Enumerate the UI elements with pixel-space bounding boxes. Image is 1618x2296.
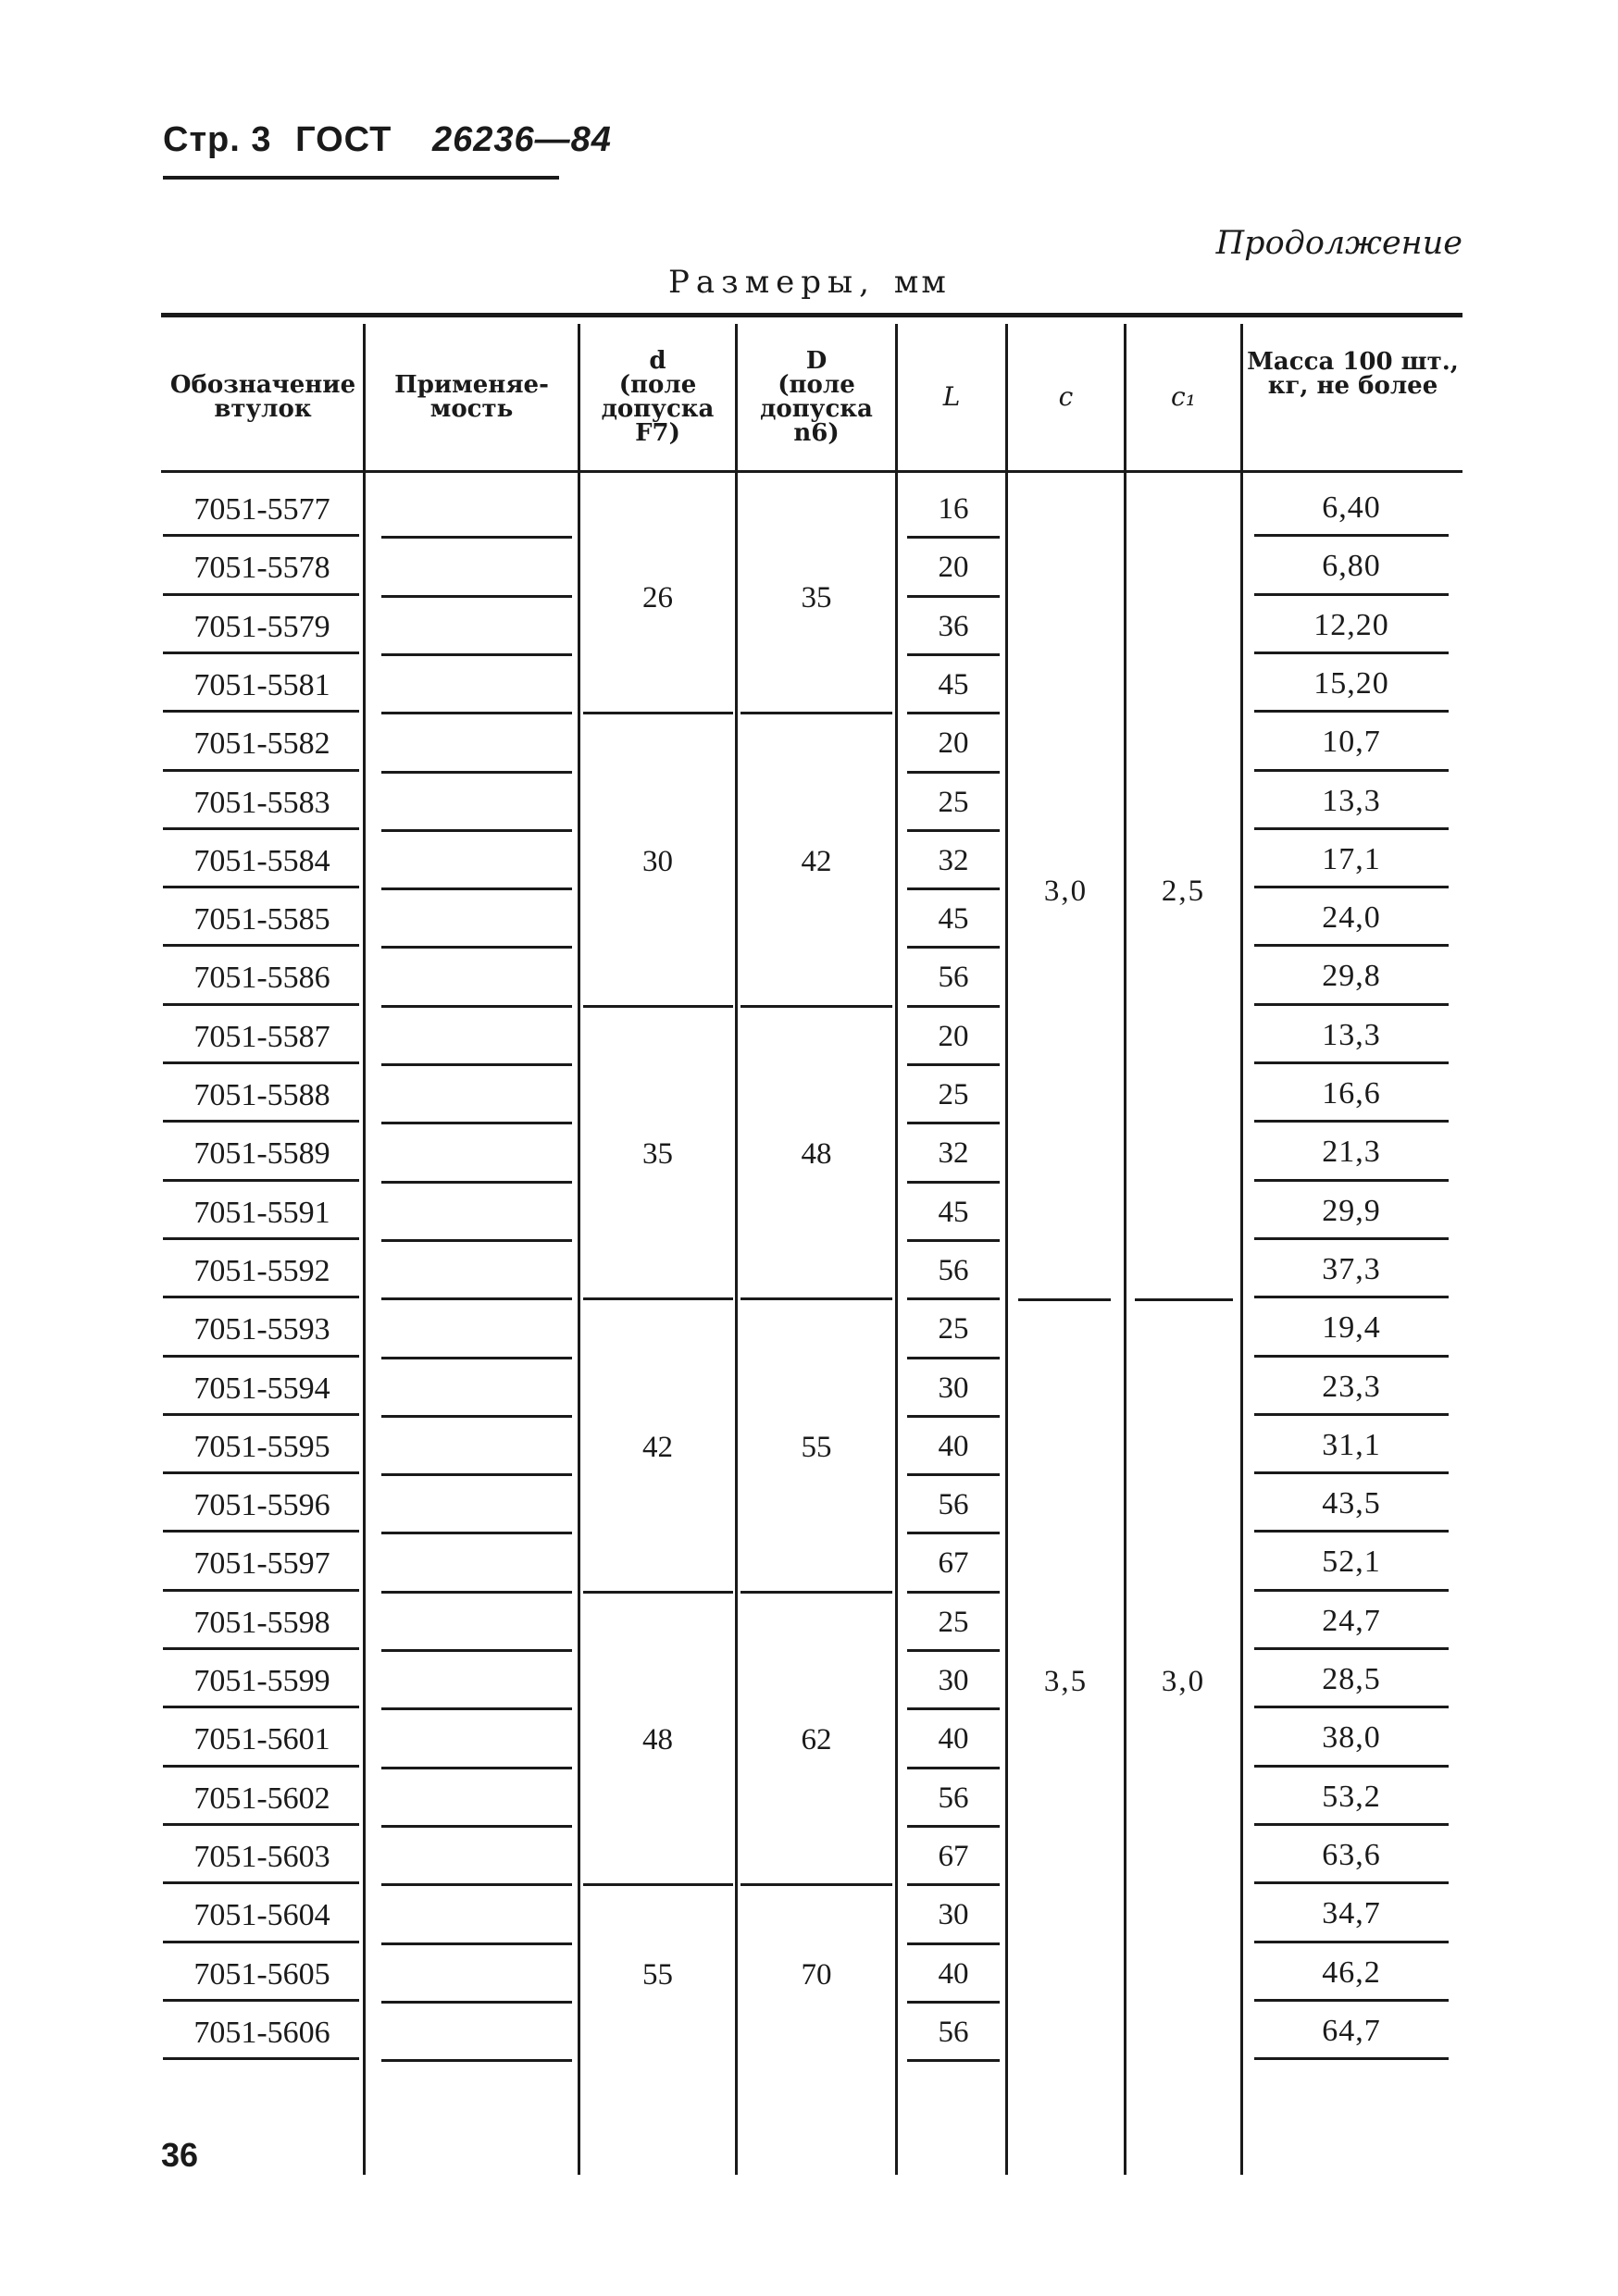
row-rule: [1254, 1765, 1449, 1768]
row-rule: [381, 1297, 572, 1300]
row-rule: [907, 1767, 1000, 1769]
row-rule: [1254, 1355, 1449, 1358]
mass-cell: 6,40: [1322, 490, 1381, 525]
group-rule: [583, 1005, 733, 1008]
designation-cell: 7051-5591: [193, 1195, 330, 1230]
row-rule: [907, 1122, 1000, 1124]
row-rule: [163, 1120, 359, 1123]
bore-diameter-cell: 26: [642, 581, 673, 615]
mass-cell: 19,4: [1322, 1310, 1381, 1346]
designation-cell: 7051-5605: [193, 1956, 330, 1992]
row-rule: [907, 712, 1000, 714]
mass-cell: 15,20: [1313, 665, 1389, 701]
designation-cell: 7051-5578: [193, 551, 330, 586]
header-standard-number: 26236—84: [431, 120, 612, 159]
row-rule: [907, 2001, 1000, 2004]
column-header-d: d (поле допуска F7): [601, 347, 715, 447]
mass-cell: 13,3: [1322, 1017, 1381, 1052]
designation-cell: 7051-5577: [193, 492, 330, 527]
row-rule: [163, 1589, 359, 1592]
length-cell: 30: [938, 1371, 969, 1405]
length-cell: 40: [938, 1429, 969, 1463]
row-rule: [1254, 886, 1449, 888]
row-rule: [163, 1941, 359, 1943]
designation-cell: 7051-5581: [193, 667, 330, 702]
row-rule: [1254, 1120, 1449, 1123]
row-rule: [907, 1591, 1000, 1594]
row-rule: [163, 827, 359, 830]
bore-diameter-cell: 48: [642, 1723, 673, 1757]
header-rule: [163, 176, 559, 180]
mass-cell: 13,3: [1322, 783, 1381, 818]
row-rule: [1254, 1413, 1449, 1416]
row-rule: [381, 1883, 572, 1886]
mass-cell: 52,1: [1322, 1545, 1381, 1580]
mass-cell: 6,80: [1322, 549, 1381, 584]
row-rule: [1254, 1296, 1449, 1298]
designation-cell: 7051-5601: [193, 1722, 330, 1757]
chamfer-c-cell: 3,0: [1043, 874, 1089, 908]
length-cell: 56: [938, 1781, 969, 1815]
row-rule: [1254, 1823, 1449, 1826]
row-rule: [1254, 534, 1449, 537]
row-rule: [381, 2001, 572, 2004]
row-rule: [381, 1005, 572, 1008]
header-prefix: Стр. 3: [163, 120, 272, 159]
row-rule: [907, 653, 1000, 656]
length-cell: 25: [938, 1312, 969, 1347]
row-rule: [381, 2059, 572, 2062]
row-rule: [907, 2059, 1000, 2062]
mass-cell: 23,3: [1322, 1369, 1381, 1404]
row-rule: [907, 1707, 1000, 1710]
mass-cell: 21,3: [1322, 1135, 1381, 1170]
row-rule: [381, 1239, 572, 1242]
length-cell: 25: [938, 1078, 969, 1111]
header-standard: ГОСТ: [295, 120, 392, 159]
row-rule: [163, 534, 359, 537]
row-rule: [907, 829, 1000, 832]
row-rule: [381, 1942, 572, 1945]
row-rule: [907, 887, 1000, 890]
column-header-mass: Масса 100 шт., кг, не более: [1247, 348, 1459, 400]
row-rule: [907, 1942, 1000, 1945]
designation-cell: 7051-5602: [193, 1781, 330, 1816]
row-rule: [381, 536, 572, 539]
row-rule: [163, 1881, 359, 1884]
row-rule: [907, 1649, 1000, 1652]
row-rule: [163, 1999, 359, 2002]
designation-cell: 7051-5585: [193, 902, 330, 937]
row-rule: [1254, 710, 1449, 713]
row-rule: [163, 1647, 359, 1650]
outer-diameter-cell: 62: [801, 1723, 832, 1757]
row-rule: [907, 1532, 1000, 1534]
header-bottom-rule: [161, 470, 1462, 473]
row-rule: [1254, 2057, 1449, 2060]
column-header-code: Обозначение втулок: [169, 371, 356, 423]
row-rule: [381, 712, 572, 714]
row-rule: [381, 771, 572, 774]
row-rule: [163, 1706, 359, 1708]
dimensions-unit: мм: [893, 264, 949, 301]
bore-diameter-cell: 35: [642, 1137, 673, 1172]
length-cell: 20: [938, 551, 969, 585]
row-rule: [907, 1181, 1000, 1184]
mass-cell: 29,8: [1322, 959, 1381, 994]
row-rule: [907, 1005, 1000, 1008]
row-rule: [163, 886, 359, 888]
row-rule: [1254, 1530, 1449, 1533]
column-header-c1: c₁: [1171, 381, 1196, 412]
dimensions-label: Размеры,: [668, 264, 876, 301]
mass-cell: 29,9: [1322, 1193, 1381, 1228]
row-rule: [907, 536, 1000, 539]
row-rule: [381, 1649, 572, 1652]
row-rule: [907, 1473, 1000, 1476]
mass-cell: 17,1: [1322, 841, 1381, 876]
row-rule: [163, 1061, 359, 1064]
row-rule: [381, 1473, 572, 1476]
mass-cell: 10,7: [1322, 725, 1381, 760]
row-rule: [163, 769, 359, 772]
mass-cell: 46,2: [1322, 1955, 1381, 1990]
length-cell: 56: [938, 961, 969, 995]
row-rule: [163, 710, 359, 713]
column-header-c: c: [1058, 381, 1074, 412]
row-rule: [907, 1415, 1000, 1418]
length-cell: 40: [938, 1956, 969, 1991]
row-rule: [163, 652, 359, 654]
row-rule: [163, 1237, 359, 1240]
designation-cell: 7051-5583: [193, 785, 330, 820]
designation-cell: 7051-5603: [193, 1839, 330, 1874]
group-rule: [741, 1005, 892, 1008]
row-rule: [381, 1357, 572, 1359]
length-cell: 45: [938, 667, 969, 701]
row-rule: [1254, 593, 1449, 596]
row-rule: [1254, 1061, 1449, 1064]
length-cell: 56: [938, 1488, 969, 1522]
group-rule: [741, 1297, 892, 1300]
chamfer-c1-cell: 2,5: [1161, 874, 1206, 908]
row-rule: [381, 1707, 572, 1710]
row-rule: [163, 1179, 359, 1182]
mass-cell: 24,7: [1322, 1603, 1381, 1638]
length-cell: 25: [938, 785, 969, 819]
row-rule: [1254, 1471, 1449, 1474]
group-rule: [583, 1591, 733, 1594]
table-top-rule: [161, 313, 1462, 317]
length-cell: 36: [938, 609, 969, 643]
outer-diameter-cell: 70: [801, 1957, 832, 1992]
row-rule: [163, 1003, 359, 1006]
length-cell: 56: [938, 1253, 969, 1287]
length-cell: 25: [938, 1605, 969, 1639]
designation-cell: 7051-5589: [193, 1136, 330, 1172]
designation-cell: 7051-5595: [193, 1429, 330, 1464]
bore-diameter-cell: 42: [642, 1430, 673, 1464]
outer-diameter-cell: 35: [801, 581, 832, 615]
bore-diameter-cell: 55: [642, 1957, 673, 1992]
row-rule: [1254, 944, 1449, 947]
mass-cell: 38,0: [1322, 1720, 1381, 1756]
mass-cell: 37,3: [1322, 1251, 1381, 1286]
length-cell: 45: [938, 902, 969, 937]
row-rule: [1254, 1589, 1449, 1592]
row-rule: [1254, 1179, 1449, 1182]
mass-cell: 43,5: [1322, 1486, 1381, 1521]
row-rule: [907, 1357, 1000, 1359]
row-rule: [381, 1063, 572, 1066]
page-header: [163, 120, 625, 160]
mass-cell: 63,6: [1322, 1837, 1381, 1872]
row-rule: [381, 595, 572, 598]
row-rule: [381, 1825, 572, 1828]
row-rule: [381, 653, 572, 656]
designation-cell: 7051-5604: [193, 1898, 330, 1933]
row-rule: [907, 1239, 1000, 1242]
length-cell: 32: [938, 1136, 969, 1171]
row-rule: [381, 887, 572, 890]
row-rule: [1254, 1706, 1449, 1708]
length-cell: 67: [938, 1839, 969, 1873]
length-cell: 45: [938, 1195, 969, 1229]
group-rule: [583, 1883, 733, 1886]
designation-cell: 7051-5579: [193, 609, 330, 644]
row-rule: [1254, 1003, 1449, 1006]
row-rule: [381, 1532, 572, 1534]
designation-cell: 7051-5586: [193, 961, 330, 996]
mass-cell: 16,6: [1322, 1076, 1381, 1111]
mass-cell: 53,2: [1322, 1779, 1381, 1814]
designation-cell: 7051-5584: [193, 843, 330, 878]
group-rule: [583, 1297, 733, 1300]
row-rule: [1254, 1881, 1449, 1884]
row-rule: [381, 1591, 572, 1594]
designation-cell: 7051-5599: [193, 1664, 330, 1698]
row-rule: [907, 595, 1000, 598]
row-rule: [381, 1415, 572, 1418]
chamfer-c1-cell: 3,0: [1161, 1665, 1206, 1699]
mass-cell: 31,1: [1322, 1427, 1381, 1462]
group-rule: [741, 1591, 892, 1594]
row-rule: [163, 1530, 359, 1533]
outer-diameter-cell: 42: [801, 844, 832, 878]
mass-cell: 24,0: [1322, 900, 1381, 936]
page-number: 36: [161, 2136, 199, 2174]
mass-cell: 34,7: [1322, 1896, 1381, 1931]
row-rule: [907, 1883, 1000, 1886]
row-rule: [907, 1063, 1000, 1066]
outer-diameter-cell: 55: [801, 1430, 832, 1464]
row-rule: [163, 1471, 359, 1474]
row-rule: [163, 593, 359, 596]
chamfer-c-cell: 3,5: [1043, 1665, 1089, 1699]
length-cell: 30: [938, 1898, 969, 1932]
row-rule: [163, 1413, 359, 1416]
mass-cell: 12,20: [1313, 607, 1389, 642]
designation-cell: 7051-5597: [193, 1546, 330, 1582]
outer-diameter-cell: 48: [801, 1137, 832, 1172]
row-rule: [907, 1297, 1000, 1300]
length-cell: 40: [938, 1722, 969, 1756]
mass-cell: 28,5: [1322, 1662, 1381, 1696]
designation-cell: 7051-5596: [193, 1488, 330, 1523]
row-rule: [163, 944, 359, 947]
row-rule: [381, 1122, 572, 1124]
row-rule: [1254, 827, 1449, 830]
group-rule: [583, 712, 733, 714]
row-rule: [163, 1823, 359, 1826]
row-rule: [1254, 1941, 1449, 1943]
group-rule: [741, 1883, 892, 1886]
row-rule: [907, 946, 1000, 949]
row-rule: [381, 946, 572, 949]
row-rule: [381, 1181, 572, 1184]
row-rule: [163, 1765, 359, 1768]
group-rule: [741, 712, 892, 714]
row-rule: [1254, 1237, 1449, 1240]
column-header-D: D (поле допуска n6): [760, 347, 873, 447]
row-rule: [1254, 1647, 1449, 1650]
length-cell: 20: [938, 1019, 969, 1053]
row-rule: [163, 1296, 359, 1298]
designation-cell: 7051-5594: [193, 1371, 330, 1406]
row-rule: [1254, 1999, 1449, 2002]
continuation-label: Продолжение: [1215, 225, 1462, 262]
column-header-applicability: Применяе- мость: [394, 371, 549, 423]
designation-cell: 7051-5592: [193, 1253, 330, 1288]
length-cell: 56: [938, 2015, 969, 2049]
length-cell: 67: [938, 1546, 969, 1581]
row-rule: [907, 771, 1000, 774]
column-header-L: L: [942, 381, 961, 412]
length-cell: 32: [938, 843, 969, 877]
designation-cell: 7051-5598: [193, 1605, 330, 1640]
row-rule: [381, 829, 572, 832]
length-cell: 30: [938, 1664, 969, 1697]
row-rule: [1254, 769, 1449, 772]
row-rule: [163, 1355, 359, 1358]
mass-cell: 64,7: [1322, 2013, 1381, 2048]
designation-cell: 7051-5588: [193, 1078, 330, 1112]
row-rule: [1254, 652, 1449, 654]
designation-cell: 7051-5606: [193, 2015, 330, 2050]
dimensions-caption: [668, 264, 949, 301]
length-cell: 16: [938, 492, 969, 526]
row-rule: [907, 1825, 1000, 1828]
row-rule: [381, 1767, 572, 1769]
bore-diameter-cell: 30: [642, 844, 673, 878]
designation-cell: 7051-5587: [193, 1019, 330, 1054]
designation-cell: 7051-5593: [193, 1312, 330, 1347]
row-rule: [163, 2057, 359, 2060]
designation-cell: 7051-5582: [193, 726, 330, 762]
length-cell: 20: [938, 726, 969, 761]
